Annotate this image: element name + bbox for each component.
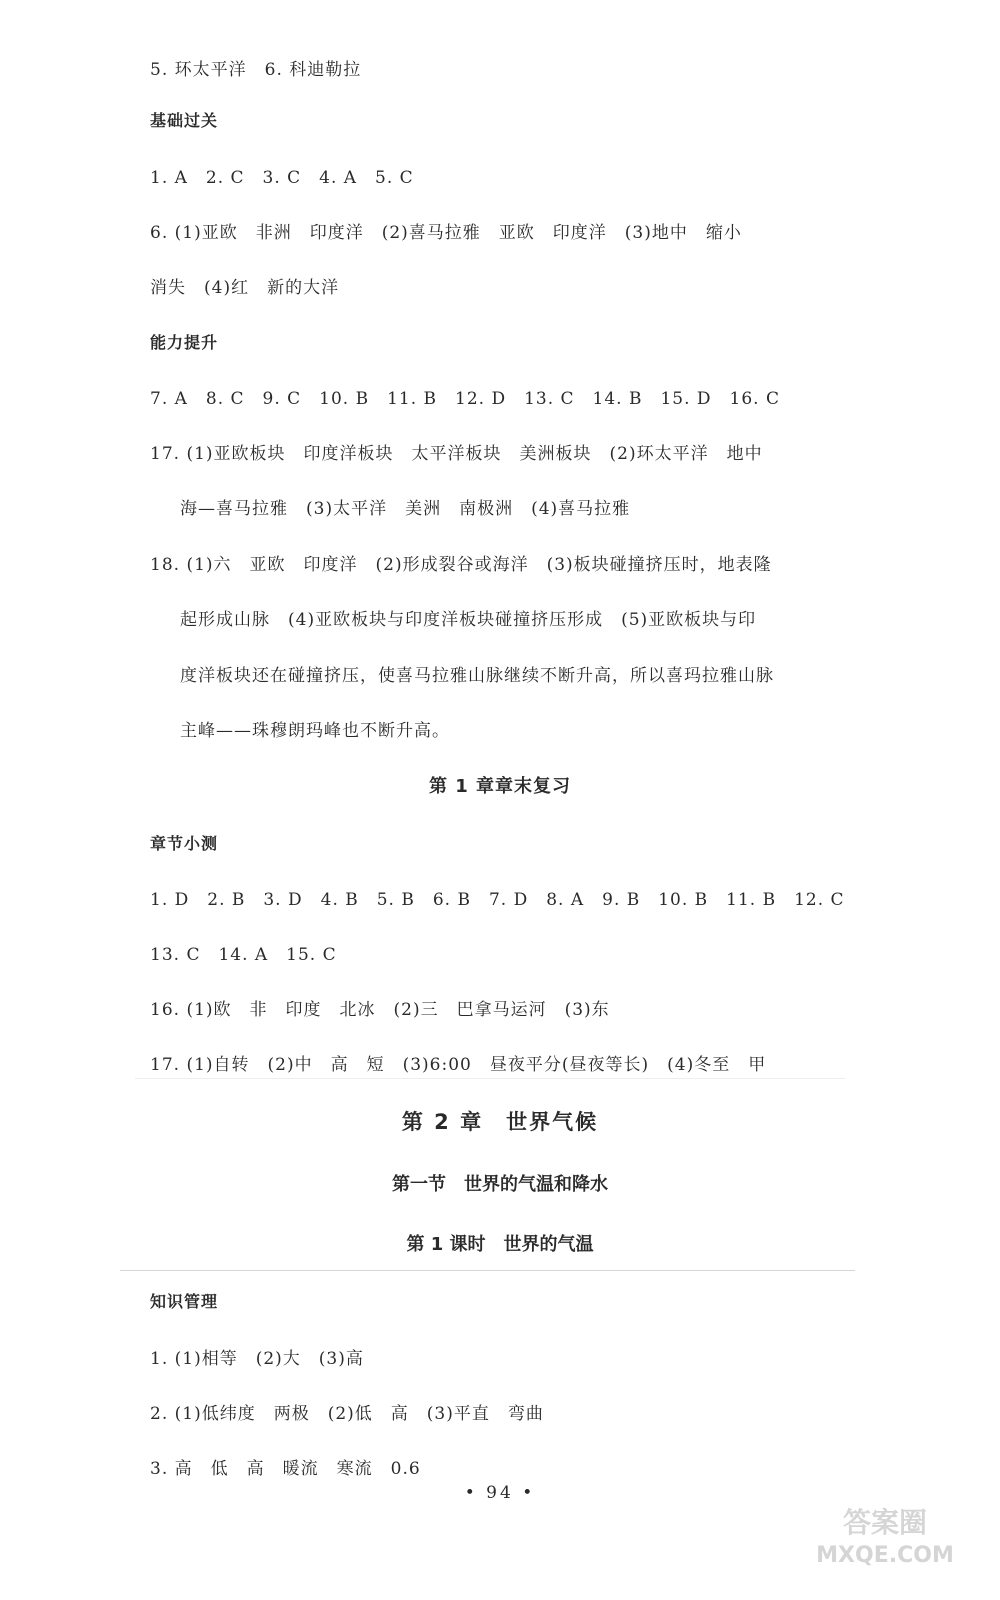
answer-line: 度洋板块还在碰撞挤压，使喜马拉雅山脉继续不断升高，所以喜玛拉雅山脉 xyxy=(180,666,774,686)
answer-line: 17. (1)自转 (2)中 高 短 (3)6:00 昼夜平分(昼夜等长) (4)冬至 甲 xyxy=(150,1055,767,1075)
answer-line: 7. A 8. C 9. C 10. B 11. B 12. D 13. C 14. B 15. D 16. C xyxy=(150,389,780,409)
answer-line: 1. A 2. C 3. C 4. A 5. C xyxy=(150,168,414,188)
watermark-bottom-text: MXQE.COM xyxy=(816,1543,954,1568)
lesson-title: 第 1 课时 世界的气温 xyxy=(406,1234,594,1255)
section-title: 第一节 世界的气温和降水 xyxy=(392,1174,608,1195)
section-heading-knowledge: 知识管理 xyxy=(150,1292,219,1311)
divider xyxy=(120,1270,855,1271)
answer-line: 17. (1)亚欧板块 印度洋板块 太平洋板块 美洲板块 (2)环太平洋 地中 xyxy=(150,444,763,464)
answer-line: 18. (1)六 亚欧 印度洋 (2)形成裂谷或海洋 (3)板块碰撞挤压时，地表隆 xyxy=(150,555,772,575)
answer-line: 消失 (4)红 新的大洋 xyxy=(150,278,340,298)
page-number: • 94 • xyxy=(464,1483,536,1503)
watermark-logo xyxy=(800,1500,970,1570)
section-heading-basic: 基础过关 xyxy=(150,111,219,130)
chapter-review-heading: 第 1 章章末复习 xyxy=(428,776,572,797)
answer-line: 16. (1)欧 非 印度 北冰 (2)三 巴拿马运河 (3)东 xyxy=(150,1000,610,1020)
answer-line: 6. (1)亚欧 非洲 印度洋 (2)喜马拉雅 亚欧 印度洋 (3)地中 缩小 xyxy=(150,223,742,243)
answer-line: 1. (1)相等 (2)大 (3)高 xyxy=(150,1349,364,1369)
answer-line: 3. 高 低 高 暖流 寒流 0.6 xyxy=(150,1459,421,1479)
answer-line: 1. D 2. B 3. D 4. B 5. B 6. B 7. D 8. A 9. B 10. B 11. B 12. C xyxy=(150,890,845,910)
answer-line: 海—喜马拉雅 (3)太平洋 美洲 南极洲 (4)喜马拉雅 xyxy=(180,499,631,519)
answer-line: 5. 环太平洋 6. 科迪勒拉 xyxy=(150,60,362,80)
chapter-title: 第 2 章 世界气候 xyxy=(401,1110,599,1134)
answer-line: 起形成山脉 (4)亚欧板块与印度洋板块碰撞挤压形成 (5)亚欧板块与印 xyxy=(180,610,757,630)
divider xyxy=(135,1078,845,1079)
answer-line: 2. (1)低纬度 两极 (2)低 高 (3)平直 弯曲 xyxy=(150,1404,544,1424)
answer-line: 13. C 14. A 15. C xyxy=(150,945,337,965)
answer-line: 主峰——珠穆朗玛峰也不断升高。 xyxy=(180,721,450,741)
section-heading-ability: 能力提升 xyxy=(150,333,219,352)
section-heading-test: 章节小测 xyxy=(150,834,219,853)
watermark-top-text: 答案圈 xyxy=(842,1506,928,1539)
